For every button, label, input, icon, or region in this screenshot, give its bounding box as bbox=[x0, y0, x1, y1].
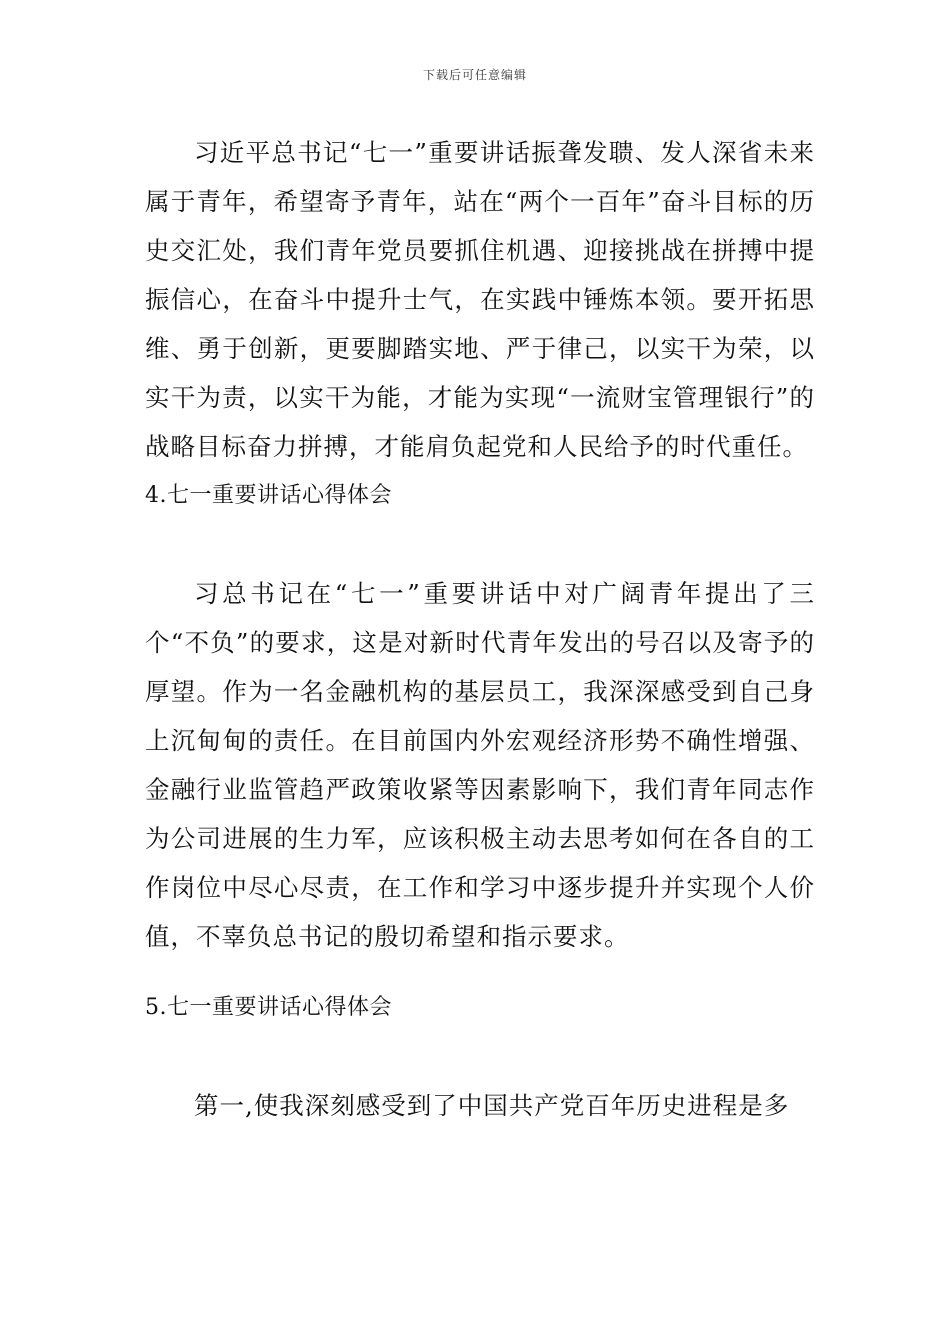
section-heading-4: 4.七一重要讲话心得体会 bbox=[145, 483, 392, 508]
spacer bbox=[145, 520, 815, 569]
spacer bbox=[145, 961, 815, 983]
section-heading-5: 5.七一重要讲话心得体会 bbox=[145, 995, 392, 1020]
document-body bbox=[145, 128, 815, 1130]
spacer bbox=[145, 1032, 815, 1081]
paragraph-speech-youth: 习近平总书记“七一”重要讲话振聋发聩、发人深省未来属于青年，希望寄予青年，站在“两个一百年”奋斗目标的历史交汇处，我们青年党员要抓住机遇、迎接挑战在拼搏中提振信心，在奋斗中提升士气，在实践中锤炼本领。要开拓思维、勇于创新，更要脚踏实地、严于律己，以实干为荣，以实干为责，以实干为能，才能为实现“一流财宝管理银行”的战略目标奋力拼搏，才能肩负起党和人民给予的时代重任。 bbox=[145, 138, 815, 461]
paragraph-three-requirements: 习总书记在“七一”重要讲话中对广阔青年提出了三个“不负”的要求，这是对新时代青年发出的号召以及寄予的厚望。作为一名金融机构的基层员工，我深深感受到自己身上沉甸甸的责任。在目前国内外宏观经济形势不确性增强、金融行业监管趋严政策收紧等因素影响下，我们青年同志作为公司进展的生力军，应该积极主动去思考如何在各自的工作岗位中尽心尽责，在工作和学习中逐步提升并实现个人价值，不辜负总书记的殷切希望和指示要求。 bbox=[145, 579, 815, 951]
paragraph-first-point: 第一,使我深刻感受到了中国共产党百年历史进程是多 bbox=[194, 1091, 790, 1120]
page-header-note: 下载后可任意编辑 bbox=[422, 68, 527, 82]
